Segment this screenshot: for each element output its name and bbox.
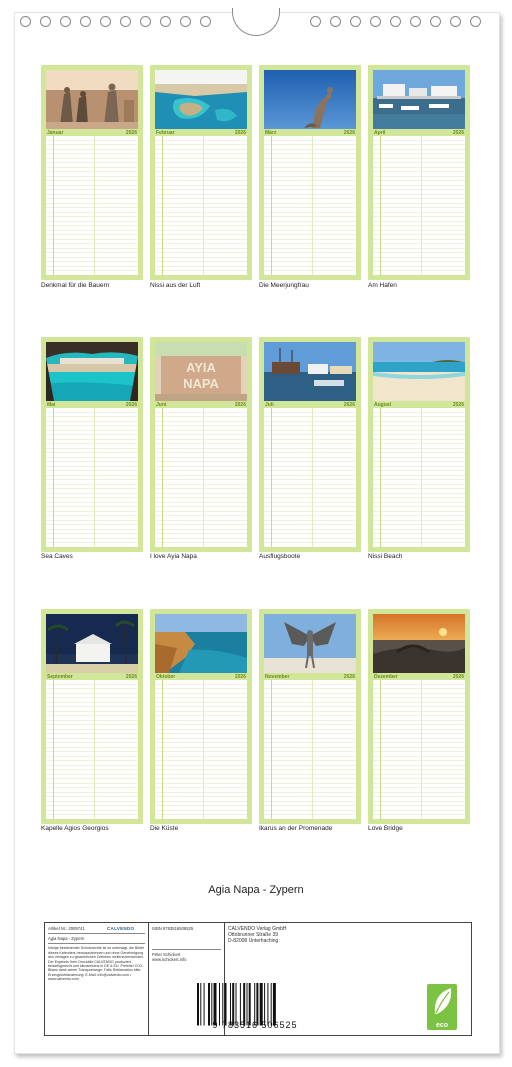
binding-ring [120, 16, 131, 27]
publisher-name: CALVENDO Verlag GmbH [228, 926, 287, 932]
month-march [259, 65, 361, 280]
binding-ring [40, 16, 51, 27]
month-year: 2026 [234, 129, 246, 136]
imprint-legal [45, 923, 149, 1035]
month-year: 2026 [125, 129, 137, 136]
binding-ring [390, 16, 401, 27]
isbn: ISBN 9783516506525 [152, 926, 194, 931]
caption-march: Die Meerjungfrau [259, 282, 309, 289]
caption-july: Ausflugsboote [259, 553, 301, 560]
month-july [259, 337, 361, 552]
binding-ring [330, 16, 341, 27]
month-april [368, 65, 470, 280]
author-name: Peter Schickert [152, 952, 181, 958]
leaf-icon [427, 984, 457, 1018]
month-year: 2026 [125, 401, 137, 408]
barcode-bar [197, 983, 199, 1026]
photo-coast [155, 614, 247, 673]
binding-ring [370, 16, 381, 27]
month-name: Januar [47, 129, 64, 136]
eco-label: eco [435, 1021, 449, 1029]
month-year: 2026 [452, 401, 464, 408]
day-grid [264, 136, 356, 275]
month-year: 2026 [234, 401, 246, 408]
publisher-city: D-82008 Unterhaching [228, 938, 279, 944]
month-december [368, 609, 470, 824]
imprint-box [44, 922, 472, 1036]
photo-harbour [373, 70, 465, 129]
day-grid [46, 680, 138, 819]
binding-ring [450, 16, 461, 27]
caption-september: Kapelle Agios Georgios [41, 825, 109, 832]
article-number: Artikel Nr.: 2085741 [48, 926, 85, 931]
binding-ring [200, 16, 211, 27]
month-name: Oktober [156, 673, 176, 680]
disclaimer-text: Infolge bestehender Schutzrechte ist es untersagt, die Bilder dieses Kalenders herauszutrennen und ohne Genehmigung des Verlages zu gewerblichen Zwecken weiterzuverwenden. Der Ergebnis Ihrer Druckbild CALVENDO produziert bedarfsgerecht und klimaneutral in DE & EU. Preisfrei CO2-Bilanz dank seiner Transportwege. Falls Reklamation bitte Erzeugnisbilanzierung: E-Mail: info@calvendo.com • www.calvendo.com [48, 946, 145, 982]
caption-june: I love Ayia Napa [150, 553, 197, 560]
day-grid [373, 136, 465, 275]
author-website: www.schickert.info [152, 957, 187, 963]
day-grid [155, 408, 247, 547]
month-november [259, 609, 361, 824]
caption-april: Am Hafen [368, 282, 397, 289]
month-name: Mai [47, 401, 56, 408]
caption-january: Denkmal für die Bauern [41, 282, 110, 289]
photo-nissi-aerial [155, 70, 247, 129]
binding-ring [350, 16, 361, 27]
month-name: November [265, 673, 290, 680]
month-name: Juli [265, 401, 274, 408]
binding-ring [470, 16, 481, 27]
barcode-bar [208, 983, 210, 1026]
day-grid [264, 680, 356, 819]
binding-ring [20, 16, 31, 27]
day-grid [264, 408, 356, 547]
caption-december: Love Bridge [368, 825, 403, 832]
photo-nissi-beach [373, 342, 465, 401]
svg-text:AYIA: AYIA [186, 360, 216, 375]
short-title: Agia Napa - Zypern [48, 936, 85, 942]
month-year: 2026 [343, 129, 355, 136]
caption-may: Sea Caves [41, 553, 73, 560]
month-name: September [47, 673, 73, 680]
month-name: Juni [156, 401, 167, 408]
day-grid [46, 136, 138, 275]
month-name: Dezember [374, 673, 398, 680]
month-october [150, 609, 252, 824]
binding-ring [410, 16, 421, 27]
month-year: 2026 [452, 129, 464, 136]
publisher-street: Ottobrunner Straße 39 [228, 932, 279, 938]
barcode-digits: 9 783516 506525 [212, 1020, 298, 1030]
month-february [150, 65, 252, 280]
binding-ring [180, 16, 191, 27]
binding-ring [140, 16, 151, 27]
photo-love-ayia-napa [155, 342, 247, 401]
calvendo-logo: CALVENDO [107, 926, 135, 931]
day-grid [155, 680, 247, 819]
month-august [368, 337, 470, 552]
caption-august: Nissi Beach [368, 553, 403, 560]
month-name: März [265, 129, 277, 136]
binding-ring [80, 16, 91, 27]
calendar-title: Agia Napa - Zypern [208, 884, 304, 896]
month-january [41, 65, 143, 280]
month-june [150, 337, 252, 552]
month-year: 2026 [343, 401, 355, 408]
photo-excursion-boats [264, 342, 356, 401]
svg-text:NAPA: NAPA [183, 376, 219, 391]
day-grid [46, 408, 138, 547]
barcode-bar [200, 983, 201, 1026]
barcode-bar [204, 983, 205, 1026]
binding-ring [100, 16, 111, 27]
binding-ring [430, 16, 441, 27]
month-name: August [374, 401, 392, 408]
caption-november: Ikarus an der Promenade [259, 825, 333, 832]
photo-farmers-monument [46, 70, 138, 129]
day-grid [373, 408, 465, 547]
month-may [41, 337, 143, 552]
binding-ring [60, 16, 71, 27]
binding-ring [310, 16, 321, 27]
month-year: 2026 [343, 673, 355, 680]
month-year: 2026 [234, 673, 246, 680]
binding-ring [160, 16, 171, 27]
day-grid [155, 136, 247, 275]
photo-love-bridge [373, 614, 465, 673]
eco-badge [427, 984, 457, 1030]
month-name: Februar [156, 129, 175, 136]
photo-mermaid [264, 70, 356, 129]
caption-february: Nissi aus der Luft [150, 282, 201, 289]
month-year: 2026 [452, 673, 464, 680]
month-september [41, 609, 143, 824]
photo-sea-caves [46, 342, 138, 401]
caption-october: Die Küste [150, 825, 179, 832]
photo-chapel-agios-georgios [46, 614, 138, 673]
month-year: 2026 [125, 673, 137, 680]
day-grid [373, 680, 465, 819]
month-name: April [374, 129, 386, 136]
photo-icarus [264, 614, 356, 673]
